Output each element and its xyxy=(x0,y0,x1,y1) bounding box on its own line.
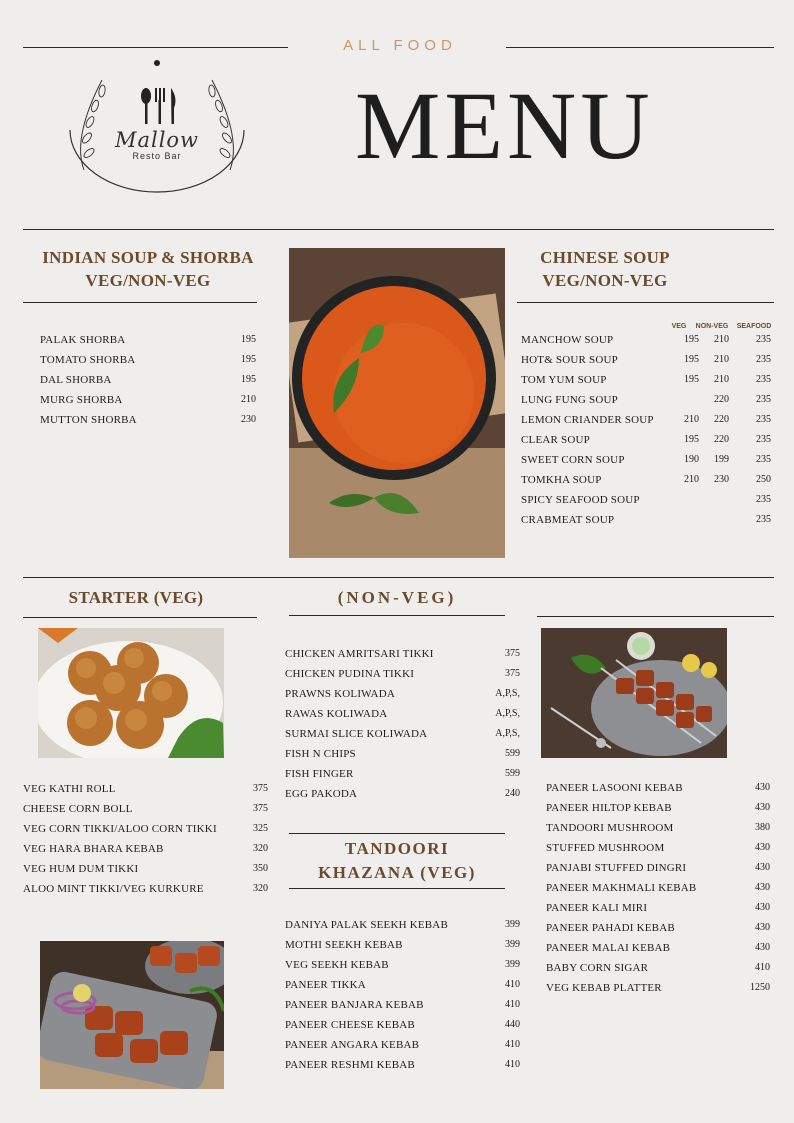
list-item xyxy=(285,915,520,935)
list-item xyxy=(546,978,770,998)
item-name: MURG SHORBA xyxy=(40,394,123,406)
item-name: PANJABI STUFFED DINGRI xyxy=(546,862,687,874)
list-item xyxy=(546,878,770,898)
tandoori-title xyxy=(289,837,505,885)
item-price-seafood: 235 xyxy=(756,354,771,365)
item-price: 195 xyxy=(241,334,256,345)
item-price: 375 xyxy=(253,783,268,794)
item-name: MANCHOW SOUP xyxy=(521,334,614,346)
list-item xyxy=(285,935,520,955)
item-price: 380 xyxy=(755,822,770,833)
item-price: 599 xyxy=(505,768,520,779)
list-item xyxy=(521,350,771,370)
item-price-seafood: 235 xyxy=(756,494,771,505)
list-item xyxy=(285,664,520,684)
item-price-seafood: 235 xyxy=(756,374,771,385)
middle-divider xyxy=(23,577,774,578)
kebab-rule xyxy=(537,616,774,617)
item-name: PANEER CHEESE KEBAB xyxy=(285,1019,415,1031)
item-price-seafood: 235 xyxy=(756,414,771,425)
starter-veg-title: STARTER (VEG) xyxy=(68,588,204,607)
list-item xyxy=(23,879,268,899)
item-price-veg: 195 xyxy=(684,354,699,365)
list-item xyxy=(546,838,770,858)
tagline: ALL FOOD xyxy=(343,37,457,54)
kebab-skewers-photo xyxy=(541,628,727,758)
item-name: VEG KATHI ROLL xyxy=(23,783,116,795)
item-price: 430 xyxy=(755,842,770,853)
list-item xyxy=(546,958,770,978)
item-name: STUFFED MUSHROOM xyxy=(546,842,665,854)
item-name: LUNG FUNG SOUP xyxy=(521,394,618,406)
item-price: 410 xyxy=(505,979,520,990)
item-name: CHEESE CORN BOLL xyxy=(23,803,133,815)
item-name: SPICY SEAFOOD SOUP xyxy=(521,494,640,506)
item-price: 430 xyxy=(755,882,770,893)
item-name: PANEER RESHMI KEBAB xyxy=(285,1059,415,1071)
item-name: TOMKHA SOUP xyxy=(521,474,602,486)
item-price-seafood: 235 xyxy=(756,454,771,465)
item-price: 410 xyxy=(505,999,520,1010)
item-name: HOT& SOUR SOUP xyxy=(521,354,618,366)
item-name: DAL SHORBA xyxy=(40,374,112,386)
list-item xyxy=(285,995,520,1015)
tomato-soup-photo xyxy=(289,248,505,558)
item-price: 375 xyxy=(253,803,268,814)
list-item xyxy=(23,839,268,859)
tandoori-list xyxy=(285,915,520,1075)
indian-soup-list xyxy=(40,330,256,430)
item-price-seafood: 235 xyxy=(756,514,771,525)
item-price-veg: 195 xyxy=(684,334,699,345)
item-name: PANEER HILTOP KEBAB xyxy=(546,802,672,814)
page-title: MENU xyxy=(355,72,654,179)
item-price: 399 xyxy=(505,959,520,970)
item-name: TOMATO SHORBA xyxy=(40,354,136,366)
list-item xyxy=(546,798,770,818)
list-item xyxy=(521,410,771,430)
item-price: 410 xyxy=(505,1059,520,1070)
column-header-nonveg: NON-VEG xyxy=(695,323,729,330)
item-price: 440 xyxy=(505,1019,520,1030)
chinese-soup-title-line1: CHINESE SOUP xyxy=(540,248,670,267)
header-rule-right xyxy=(506,47,774,48)
list-item xyxy=(546,918,770,938)
item-name: PANEER TIKKA xyxy=(285,979,366,991)
list-item xyxy=(546,858,770,878)
list-item xyxy=(285,684,520,704)
item-price-veg: 195 xyxy=(684,374,699,385)
item-price-veg xyxy=(669,390,699,410)
item-price: 410 xyxy=(505,1039,520,1050)
item-name: EGG PAKODA xyxy=(285,788,358,800)
item-price: 325 xyxy=(253,823,268,834)
item-name: DANIYA PALAK SEEKH KEBAB xyxy=(285,919,448,931)
list-item xyxy=(40,330,256,350)
item-name: ALOO MINT TIKKI/VEG KURKURE xyxy=(23,883,204,895)
item-price: 195 xyxy=(241,374,256,385)
item-name: FISH FINGER xyxy=(285,768,354,780)
item-name: VEG HARA BHARA KEBAB xyxy=(23,843,164,855)
item-name: CHICKEN AMRITSARI TIKKI xyxy=(285,648,434,660)
item-price: 320 xyxy=(253,883,268,894)
item-price: 410 xyxy=(755,962,770,973)
list-item xyxy=(521,330,771,350)
item-name: RAWAS KOLIWADA xyxy=(285,708,388,720)
paneer-tikka-photo xyxy=(40,941,224,1089)
item-price-nonveg: 220 xyxy=(714,394,729,405)
list-item xyxy=(23,779,268,799)
indian-soup-title xyxy=(23,246,273,292)
list-item xyxy=(285,1015,520,1035)
item-price: A,P,S, xyxy=(495,708,520,719)
item-price-veg: 195 xyxy=(684,434,699,445)
item-name: PANEER KALI MIRI xyxy=(546,902,648,914)
list-item xyxy=(285,724,520,744)
item-name: PANEER MAKHMALI KEBAB xyxy=(546,882,697,894)
item-price: 230 xyxy=(241,414,256,425)
item-name: PANEER PAHADI KEBAB xyxy=(546,922,675,934)
list-item xyxy=(546,778,770,798)
item-name: VEG CORN TIKKI/ALOO CORN TIKKI xyxy=(23,823,217,835)
item-price-nonveg: 210 xyxy=(714,334,729,345)
list-item xyxy=(521,430,771,450)
chinese-soup-rule xyxy=(517,302,774,303)
item-price-nonveg: 199 xyxy=(714,454,729,465)
item-price-veg: 210 xyxy=(684,474,699,485)
list-item xyxy=(40,350,256,370)
item-name: PRAWNS KOLIWADA xyxy=(285,688,395,700)
item-price-nonveg: 210 xyxy=(714,374,729,385)
item-name: TANDOORI MUSHROOM xyxy=(546,822,674,834)
kebab-list xyxy=(546,778,770,998)
list-item xyxy=(40,410,256,430)
starter-veg-list xyxy=(23,779,268,899)
item-price-seafood: 235 xyxy=(756,434,771,445)
item-price-seafood: 250 xyxy=(756,474,771,485)
item-price: 430 xyxy=(755,922,770,933)
list-item xyxy=(285,1055,520,1075)
list-item xyxy=(23,859,268,879)
list-item xyxy=(521,470,771,490)
column-header-veg: VEG xyxy=(671,323,687,330)
item-price: 430 xyxy=(755,902,770,913)
tandoori-rule-bottom xyxy=(289,888,505,889)
list-item xyxy=(546,898,770,918)
tandoori-title-line1: TANDOORI xyxy=(344,839,450,858)
item-price: 399 xyxy=(505,939,520,950)
non-veg-rule xyxy=(289,615,505,616)
list-item xyxy=(546,938,770,958)
chinese-soup-title xyxy=(520,246,690,292)
item-name: PALAK SHORBA xyxy=(40,334,126,346)
list-item xyxy=(23,799,268,819)
item-name: PANEER LASOONI KEBAB xyxy=(546,782,683,794)
item-price-nonveg: 230 xyxy=(714,474,729,485)
item-price: 320 xyxy=(253,843,268,854)
item-price-seafood: 235 xyxy=(756,394,771,405)
logo-subtitle: Resto Bar xyxy=(132,151,182,161)
list-item xyxy=(285,955,520,975)
item-name: CLEAR SOUP xyxy=(521,434,590,446)
item-name: MOTHI SEEKH KEBAB xyxy=(285,939,403,951)
item-name: FISH N CHIPS xyxy=(285,748,356,760)
item-name: CRABMEAT SOUP xyxy=(521,514,615,526)
list-item xyxy=(285,784,520,804)
item-price: 430 xyxy=(755,942,770,953)
item-price: A,P,S, xyxy=(495,688,520,699)
list-item xyxy=(521,490,771,510)
item-name: PANEER BANJARA KEBAB xyxy=(285,999,424,1011)
list-item xyxy=(546,818,770,838)
list-item xyxy=(521,450,771,470)
item-name: BABY CORN SIGAR xyxy=(546,962,649,974)
item-price-veg xyxy=(669,510,699,530)
item-price: 399 xyxy=(505,919,520,930)
item-price: 375 xyxy=(505,668,520,679)
header-divider xyxy=(23,229,774,230)
indian-soup-title-line1: INDIAN SOUP & SHORBA xyxy=(42,248,254,267)
list-item xyxy=(521,510,771,530)
item-price: 599 xyxy=(505,748,520,759)
item-price: 430 xyxy=(755,782,770,793)
item-name: PANEER MALAI KEBAB xyxy=(546,942,671,954)
indian-soup-rule xyxy=(23,302,257,303)
item-price-veg: 190 xyxy=(684,454,699,465)
list-item xyxy=(285,975,520,995)
indian-soup-title-line2: VEG/NON-VEG xyxy=(85,271,211,290)
veg-balls-photo xyxy=(38,628,224,758)
item-price-nonveg: 210 xyxy=(714,354,729,365)
item-price-nonveg xyxy=(699,490,729,510)
item-name: VEG HUM DUM TIKKI xyxy=(23,863,139,875)
item-name: MUTTON SHORBA xyxy=(40,414,137,426)
list-item xyxy=(23,819,268,839)
item-name: TOM YUM SOUP xyxy=(521,374,607,386)
non-veg-list xyxy=(285,644,520,804)
list-item xyxy=(285,644,520,664)
item-price: 350 xyxy=(253,863,268,874)
item-price: 195 xyxy=(241,354,256,365)
starter-veg-rule xyxy=(23,617,257,618)
list-item xyxy=(285,764,520,784)
item-price-nonveg xyxy=(699,510,729,530)
item-price-veg xyxy=(669,490,699,510)
list-item xyxy=(521,370,771,390)
item-price-veg: 210 xyxy=(684,414,699,425)
item-price-nonveg: 220 xyxy=(714,434,729,445)
item-name: VEG SEEKH KEBAB xyxy=(285,959,389,971)
chinese-soup-list xyxy=(521,330,771,530)
item-price: 430 xyxy=(755,862,770,873)
list-item xyxy=(285,704,520,724)
item-price: 430 xyxy=(755,802,770,813)
non-veg-title: (NON-VEG) xyxy=(337,588,457,607)
list-item xyxy=(40,370,256,390)
item-price: 210 xyxy=(241,394,256,405)
item-price: 240 xyxy=(505,788,520,799)
list-item xyxy=(521,390,771,410)
tandoori-rule-top xyxy=(289,833,505,834)
header-rule-left xyxy=(23,47,288,48)
item-name: CHICKEN PUDINA TIKKI xyxy=(285,668,415,680)
list-item xyxy=(285,1035,520,1055)
item-price: 1250 xyxy=(750,982,770,993)
item-price: A,P,S, xyxy=(495,728,520,739)
chinese-soup-title-line2: VEG/NON-VEG xyxy=(542,271,668,290)
list-item xyxy=(40,390,256,410)
item-name: VEG KEBAB PLATTER xyxy=(546,982,662,994)
item-price-nonveg: 220 xyxy=(714,414,729,425)
item-price: 375 xyxy=(505,648,520,659)
logo-name: Mallow xyxy=(114,128,200,152)
item-name: SURMAI SLICE KOLIWADA xyxy=(285,728,428,740)
item-name: LEMON CRIANDER SOUP xyxy=(521,414,654,426)
item-name: PANEER ANGARA KEBAB xyxy=(285,1039,420,1051)
list-item xyxy=(285,744,520,764)
column-header-seafood: SEAFOOD xyxy=(736,323,772,330)
tandoori-title-line2: KHAZANA (VEG) xyxy=(318,863,476,882)
item-price-seafood: 235 xyxy=(756,334,771,345)
restaurant-logo xyxy=(62,58,252,198)
item-name: SWEET CORN SOUP xyxy=(521,454,625,466)
